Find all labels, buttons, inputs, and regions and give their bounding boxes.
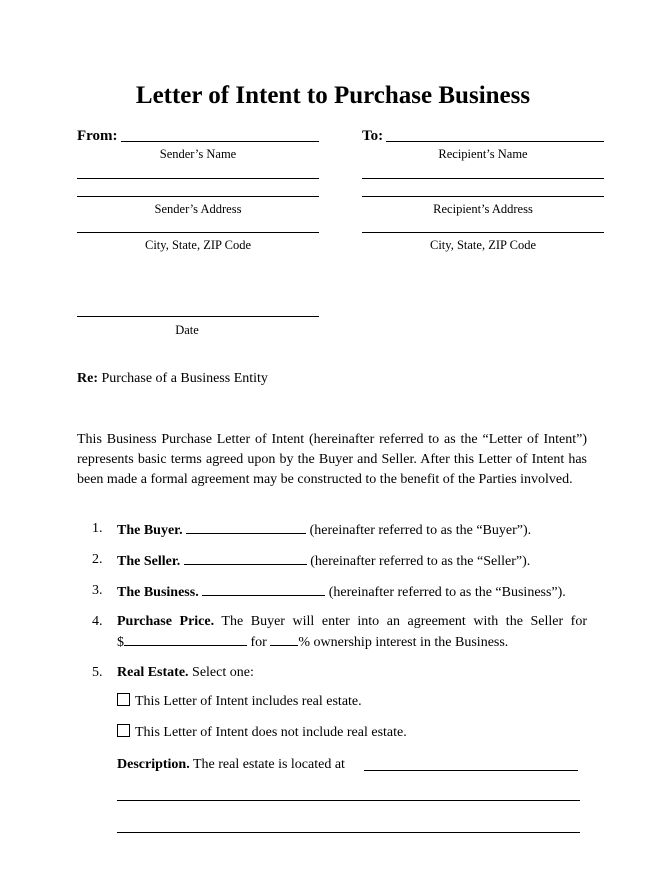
sender-address-caption: Sender’s Address <box>154 202 242 216</box>
recipient-address-line-2[interactable] <box>362 196 604 197</box>
sender-name-caption: Sender’s Name <box>159 147 237 161</box>
item-business <box>117 581 566 603</box>
checkbox-label: This Letter of Intent does not include real estate. <box>135 725 407 740</box>
description-line-3[interactable] <box>117 832 580 833</box>
description-line <box>117 755 345 775</box>
sender-address-line-1[interactable] <box>77 178 319 179</box>
buyer-name-field[interactable] <box>186 519 306 534</box>
re-text: Purchase of a Business Entity <box>101 371 268 386</box>
checkbox-icon[interactable] <box>117 724 130 737</box>
recipient-name-field[interactable] <box>386 141 604 142</box>
item-number: 5. <box>92 665 103 680</box>
from-label: From: <box>77 128 118 144</box>
seller-name-field[interactable] <box>184 550 307 565</box>
checkbox-icon[interactable] <box>117 693 130 706</box>
sender-name-field[interactable] <box>121 141 319 142</box>
item-suffix: (hereinafter referred to as the “Seller”). <box>310 554 531 569</box>
sender-city-field[interactable] <box>77 232 319 233</box>
item-purchase-price-line-2 <box>117 631 508 653</box>
for-word: for <box>250 635 267 650</box>
real-estate-location-field[interactable] <box>364 770 578 771</box>
to-label: To: <box>362 128 384 144</box>
item-number: 2. <box>92 552 103 567</box>
recipient-name-caption: Recipient’s Name <box>438 147 528 161</box>
business-name-field[interactable] <box>202 581 325 596</box>
item-number: 4. <box>92 614 103 629</box>
item-suffix: (hereinafter referred to as the “Buyer”). <box>309 523 532 538</box>
item-label: Real Estate. <box>117 665 189 680</box>
price-field[interactable] <box>124 631 247 646</box>
item-label: The Seller. <box>117 554 181 569</box>
checkbox-excludes-real-estate[interactable] <box>117 723 407 743</box>
re-line <box>77 370 268 388</box>
description-text: The real estate is located at <box>192 757 345 772</box>
description-label: Description. <box>117 757 190 772</box>
recipient-address-line-1[interactable] <box>362 178 604 179</box>
recipient-address-caption: Recipient’s Address <box>433 202 533 216</box>
item-text: Select one: <box>192 665 254 680</box>
document-title: Letter of Intent to Purchase Business <box>135 82 531 109</box>
item-label: Purchase Price. <box>117 614 215 629</box>
item-number: 1. <box>92 521 103 536</box>
intro-paragraph: This Business Purchase Letter of Intent (hereinafter referred to as the “Letter of Intent”) represents basic terms agreed upon by the Buyer and Seller. After this Letter of Intent has been made a formal agreement may be constructed to the benefit of the Parties involved. <box>77 432 587 487</box>
item-label: The Business. <box>117 585 199 600</box>
checkbox-label: This Letter of Intent includes real estate. <box>135 694 362 709</box>
sender-city-caption: City, State, ZIP Code <box>144 238 251 252</box>
date-field[interactable] <box>77 316 319 317</box>
item-suffix: (hereinafter referred to as the “Business”). <box>328 585 566 600</box>
item-buyer <box>117 519 531 541</box>
date-caption: Date <box>175 323 199 337</box>
item-label: The Buyer. <box>117 523 183 538</box>
checkbox-includes-real-estate[interactable] <box>117 692 362 712</box>
item-text: The Buyer will enter into an agreement with the Seller for <box>221 614 587 629</box>
sender-address-line-2[interactable] <box>77 196 319 197</box>
percent-text: % ownership interest in the Business. <box>298 635 509 650</box>
item-number: 3. <box>92 583 103 598</box>
item-real-estate <box>117 663 254 683</box>
recipient-city-field[interactable] <box>362 232 604 233</box>
item-seller <box>117 550 530 572</box>
description-line-2[interactable] <box>117 800 580 801</box>
item-purchase-price <box>117 612 587 632</box>
re-label: Re: <box>77 371 98 386</box>
recipient-city-caption: City, State, ZIP Code <box>429 238 536 252</box>
percent-field[interactable] <box>270 631 298 646</box>
dollar-sign: $ <box>117 635 124 650</box>
